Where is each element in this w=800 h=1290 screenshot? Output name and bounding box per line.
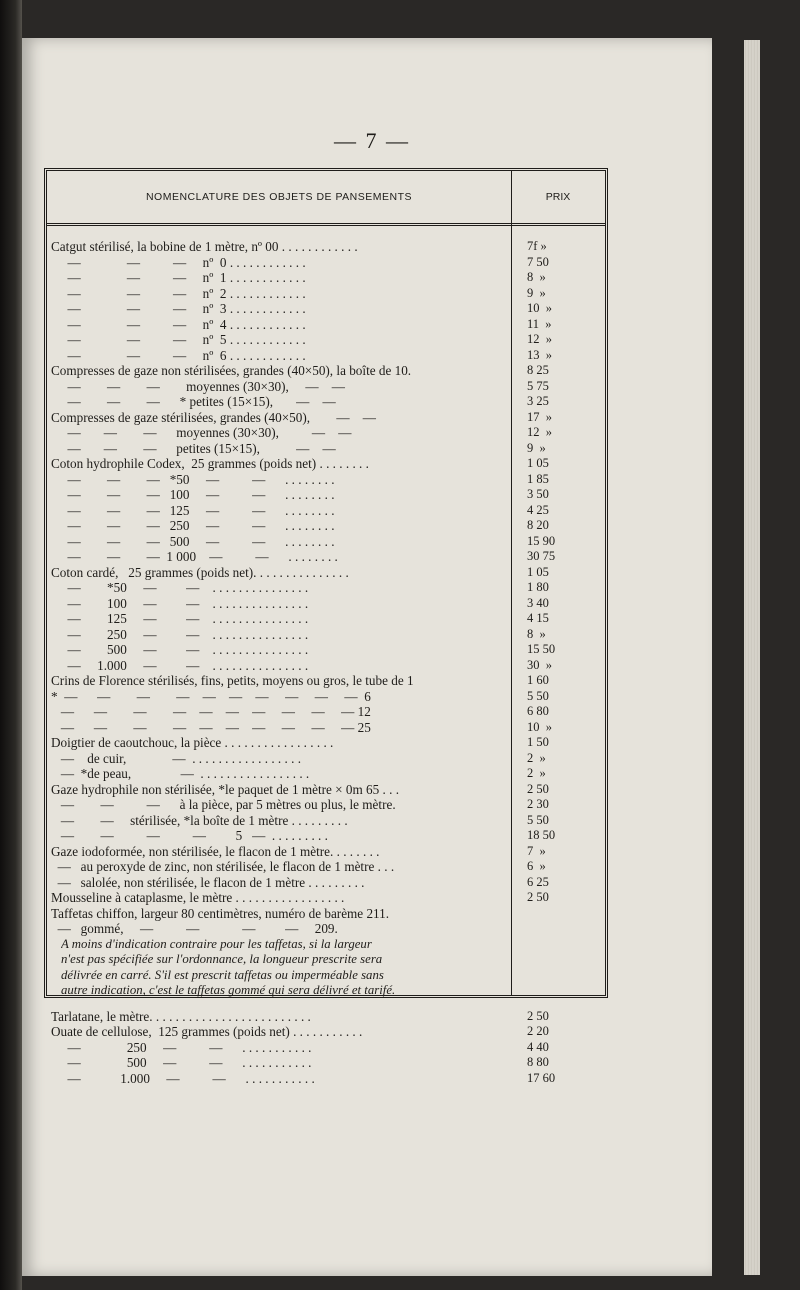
item-description: Mousseline à cataplasme, le mètre . . . . . . . . . . . . . . . . .	[51, 890, 345, 905]
item-description: — — — 1 000 — — . . . . . . . .	[51, 549, 338, 564]
item-price: 18 50	[527, 828, 556, 842]
item-price: 1 05	[527, 456, 549, 470]
table-row	[47, 255, 605, 271]
table-row	[47, 596, 605, 612]
item-price: 2 50	[527, 1008, 549, 1023]
item-description: — — — moyennes (30×30), — —	[51, 425, 352, 440]
item-description: — — — à la pièce, par 5 mètres ou plus, le mètre.	[51, 797, 396, 812]
item-price: 1 05	[527, 564, 549, 579]
table-row	[47, 363, 605, 379]
item-price: 3 40	[527, 595, 549, 610]
item-description: — — — petites (15×15), — —	[51, 440, 336, 456]
item-description: Coton cardé, 25 grammes (poids net). . . . . . . . . . . . . . .	[51, 564, 349, 580]
item-description: — — — *50 — — . . . . . . . .	[51, 471, 335, 487]
item-description: — — stérilisée, *la boîte de 1 mètre . . . . . . . . .	[51, 812, 348, 828]
item-description: — 100 — — . . . . . . . . . . . . . . .	[51, 595, 309, 611]
item-price: 12 »	[527, 425, 552, 439]
note-line	[47, 952, 605, 968]
item-description: — 500 — — . . . . . . . . . . . . . . .	[51, 642, 309, 657]
table-row	[47, 1071, 605, 1087]
table-row	[47, 394, 605, 410]
table-row	[47, 472, 605, 488]
item-description: — 250 — — . . . . . . . . . . .	[51, 1039, 312, 1055]
header-nomenclature: NOMENCLATURE DES OBJETS DE PANSEMENTS	[145, 191, 413, 203]
item-price: 13 »	[527, 347, 552, 362]
table-row	[47, 797, 605, 813]
table-row	[47, 859, 605, 875]
item-price: 30 »	[527, 657, 552, 672]
item-price: 2 50	[527, 781, 549, 796]
item-description: — — — — 5 — . . . . . . . . .	[51, 828, 328, 843]
item-description: Gaze iodoformée, non stérilisée, le flacon de 1 mètre. . . . . . . .	[51, 843, 380, 859]
item-price: 1 80	[527, 580, 549, 594]
item-description: — — — nº 1 . . . . . . . . . . . .	[51, 270, 306, 285]
table-row	[47, 890, 605, 906]
item-description: — 125 — — . . . . . . . . . . . . . . .	[51, 611, 309, 626]
item-price: 30 75	[527, 549, 556, 563]
item-price: 17 »	[527, 409, 552, 424]
item-price: 5 50	[527, 812, 549, 827]
item-description: — 1.000 — — . . . . . . . . . . .	[51, 1070, 315, 1086]
table-row	[47, 301, 605, 317]
table-row	[47, 689, 605, 705]
table-row	[47, 534, 605, 550]
item-description: — 250 — — . . . . . . . . . . . . . . .	[51, 626, 309, 642]
item-price: 2 50	[527, 890, 549, 904]
item-description: — — — — — — — — — — 12	[51, 704, 371, 719]
table-row	[47, 1024, 605, 1040]
table-row	[47, 456, 605, 472]
table-row	[47, 1009, 605, 1025]
item-price: 9 »	[527, 285, 546, 300]
table-row	[47, 813, 605, 829]
table-row	[47, 565, 605, 581]
table-row	[47, 906, 605, 922]
item-description: — au peroxyde de zinc, non stérilisée, le flacon de 1 mètre . . .	[51, 859, 395, 874]
table-header	[47, 171, 605, 223]
item-price: 7f »	[527, 239, 547, 253]
item-price: 5 50	[527, 688, 549, 703]
item-price: 8 »	[527, 270, 546, 284]
item-description: — — — nº 6 . . . . . . . . . . . .	[51, 347, 306, 363]
item-price: 3 50	[527, 487, 549, 501]
item-description: — — — nº 4 . . . . . . . . . . . .	[51, 316, 306, 332]
item-description: Coton hydrophile Codex, 25 grammes (poids net) . . . . . . . .	[51, 456, 369, 471]
table-row	[47, 642, 605, 658]
table-row	[47, 627, 605, 643]
page-edges	[744, 40, 760, 1275]
item-description: — — — 500 — — . . . . . . . .	[51, 533, 335, 549]
table-row	[47, 782, 605, 798]
item-description: Tarlatane, le mètre. . . . . . . . . . . . . . . . . . . . . . . . .	[51, 1008, 311, 1024]
item-price: 6 »	[527, 859, 546, 873]
item-description: Crins de Florence stérilisés, fins, petits, moyens ou gros, le tube de 1	[51, 673, 414, 688]
table-row	[47, 425, 605, 441]
item-description: — *de peau, — . . . . . . . . . . . . . . . . .	[51, 766, 310, 781]
item-price: 15 50	[527, 642, 556, 656]
item-description: — — — * petites (15×15), — —	[51, 394, 336, 409]
table-row	[47, 828, 605, 844]
item-price: 10 »	[527, 301, 552, 315]
item-price: 5 75	[527, 378, 549, 393]
table-row	[47, 735, 605, 751]
item-price: 8 25	[527, 363, 549, 377]
item-description: Compresses de gaze stérilisées, grandes (40×50), — —	[51, 409, 376, 425]
document-page	[22, 38, 712, 1276]
table-row	[47, 766, 605, 782]
row-gap	[47, 999, 605, 1009]
note-line	[47, 968, 605, 984]
table-row	[47, 751, 605, 767]
item-description: Doigtier de caoutchouc, la pièce . . . . . . . . . . . . . . . . .	[51, 735, 334, 750]
item-price: 15 90	[527, 533, 556, 548]
table-row	[47, 332, 605, 348]
item-description: — — — moyennes (30×30), — —	[51, 378, 345, 394]
item-price: 4 40	[527, 1039, 549, 1054]
item-description: — gommé, — — — — 209.	[51, 921, 338, 936]
item-price: 4 15	[527, 611, 549, 625]
table-row	[47, 658, 605, 674]
item-description: — salolée, non stérilisée, le flacon de 1 mètre . . . . . . . . .	[51, 874, 365, 890]
item-price: 8 80	[527, 1055, 549, 1069]
item-price: 1 85	[527, 471, 549, 486]
item-price: 4 25	[527, 502, 549, 517]
item-description: — 500 — — . . . . . . . . . . .	[51, 1055, 312, 1070]
header-divider	[47, 223, 605, 226]
table-row	[47, 549, 605, 565]
table-row	[47, 518, 605, 534]
note-text: A moins d'indication contraire pour les taffetas, si la largeur	[61, 936, 372, 951]
table-row	[47, 410, 605, 426]
item-description: — — — nº 3 . . . . . . . . . . . .	[51, 301, 306, 316]
item-price: 2 »	[527, 766, 546, 780]
page-number: — 7 —	[334, 128, 410, 153]
item-description: — *50 — — . . . . . . . . . . . . . . .	[51, 580, 309, 595]
item-description: Taffetas chiffon, largeur 80 centimètres, numéro de barème 211.	[51, 905, 390, 921]
item-price: 3 25	[527, 394, 549, 408]
item-price: 17 60	[527, 1070, 556, 1085]
item-description: Ouate de cellulose, 125 grammes (poids net) . . . . . . . . . . .	[51, 1024, 363, 1039]
table-row	[47, 921, 605, 937]
item-price: 10 »	[527, 719, 552, 734]
item-description: — — — 250 — — . . . . . . . .	[51, 518, 335, 533]
table-row	[47, 317, 605, 333]
note-text: n'est pas spécifiée sur l'ordonnance, la longueur prescrite sera	[61, 952, 383, 966]
item-price: 7 »	[527, 843, 546, 858]
table-row	[47, 875, 605, 891]
item-price: 12 »	[527, 332, 552, 346]
item-price: 11 »	[527, 316, 552, 331]
table-row	[47, 1040, 605, 1056]
table-row	[47, 348, 605, 364]
item-description: — — — nº 5 . . . . . . . . . . . .	[51, 332, 306, 347]
table-row	[47, 704, 605, 720]
item-price: 8 »	[527, 626, 546, 641]
table-row	[47, 441, 605, 457]
item-description: — — — 125 — — . . . . . . . .	[51, 502, 335, 518]
item-price: 2 »	[527, 750, 546, 765]
note-line	[47, 937, 605, 953]
header-price: PRIX	[545, 191, 571, 203]
item-price: 2 30	[527, 797, 549, 811]
table-body	[47, 239, 605, 1086]
item-price: 9 »	[527, 440, 546, 455]
table-row	[47, 487, 605, 503]
table-row	[47, 503, 605, 519]
item-description: — — — nº 0 . . . . . . . . . . . .	[51, 254, 306, 270]
item-description: — de cuir, — . . . . . . . . . . . . . . . . .	[51, 750, 302, 766]
item-description: * — — — — — — — — — — 6	[51, 688, 371, 704]
item-description: Compresses de gaze non stérilisées, grandes (40×50), la boîte de 10.	[51, 363, 412, 378]
item-price: 7 50	[527, 254, 549, 269]
table-row	[47, 611, 605, 627]
item-price: 2 20	[527, 1024, 549, 1038]
item-price: 1 50	[527, 735, 549, 749]
item-price: 1 60	[527, 673, 549, 687]
table-row	[47, 580, 605, 596]
item-price: 6 80	[527, 704, 549, 718]
item-description: — — — 100 — — . . . . . . . .	[51, 487, 335, 502]
item-description: Gaze hydrophile non stérilisée, *le paquet de 1 mètre × 0m 65 . . .	[51, 781, 400, 797]
table-row	[47, 270, 605, 286]
note-line	[47, 983, 605, 999]
item-description: — — — — — — — — — — 25	[51, 719, 371, 735]
price-table	[44, 168, 608, 1086]
item-price: 8 20	[527, 518, 549, 532]
book-binding	[0, 0, 22, 1290]
table-row	[47, 673, 605, 689]
item-price: 6 25	[527, 874, 549, 889]
note-text: autre indication, c'est le taffetas gommé qui sera délivré et tarifé.	[61, 983, 396, 997]
table-row	[47, 286, 605, 302]
item-description: — 1.000 — — . . . . . . . . . . . . . . .	[51, 657, 309, 673]
item-description: Catgut stérilisé, la bobine de 1 mètre, nº 00 . . . . . . . . . . . .	[51, 239, 358, 254]
table-row	[47, 239, 605, 255]
item-description: — — — nº 2 . . . . . . . . . . . .	[51, 285, 306, 301]
table-row	[47, 844, 605, 860]
table-row	[47, 720, 605, 736]
table-row	[47, 1055, 605, 1071]
table-row	[47, 379, 605, 395]
note-text: délivrée en carré. S'il est prescrit taffetas ou imperméable sans	[61, 967, 384, 982]
